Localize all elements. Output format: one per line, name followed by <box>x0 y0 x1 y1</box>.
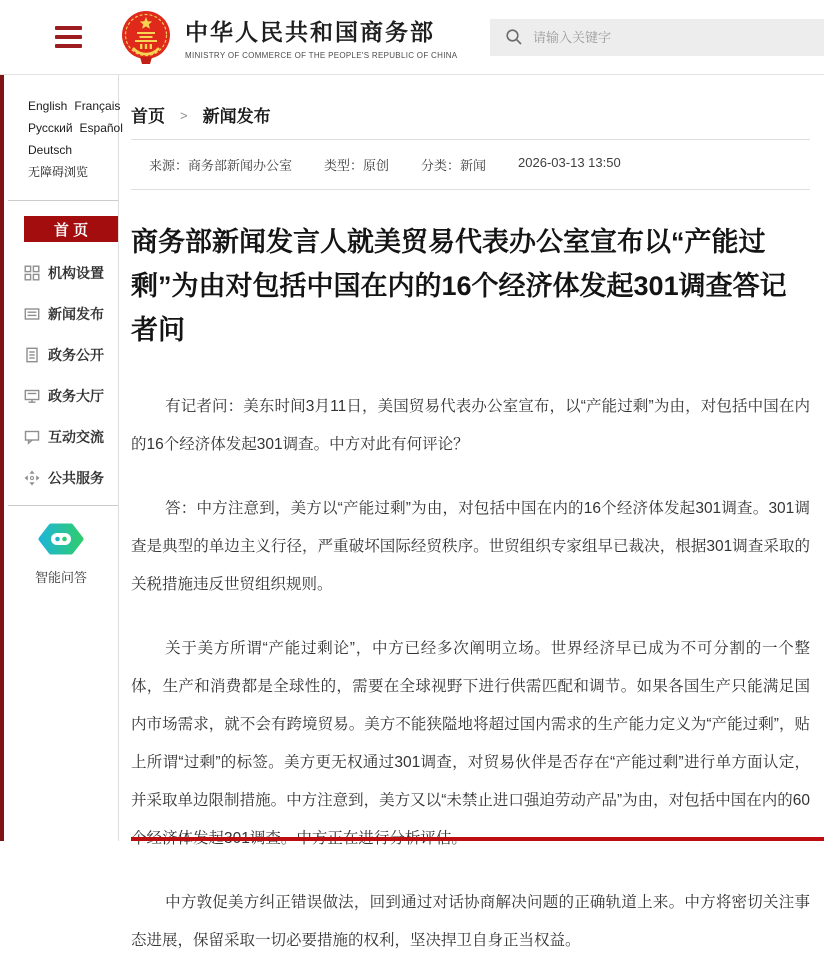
sidebar-divider <box>8 505 118 506</box>
sidebar-item-interaction[interactable] <box>24 427 118 447</box>
meta-type: 类型：原创 <box>324 158 390 173</box>
article-body <box>131 388 810 960</box>
compass-arrows-icon <box>24 470 40 486</box>
sidebar-item-label: 新闻发布 <box>48 306 104 322</box>
sidebar-divider <box>8 200 118 201</box>
lang-francais[interactable]: Français <box>74 99 121 113</box>
document-icon <box>24 347 40 363</box>
divider <box>131 189 810 190</box>
article-paragraph: 答：中方注意到，美方以“产能过剩”为由，对包括中国在内的16个经济体发起301调查。301调查是典型的单边主义行径，严重破坏国际经贸秩序。世贸组织专家组早已裁决，根据301调查采取的关税措施违反世贸组织规则。 <box>131 500 810 593</box>
lang-english[interactable]: English <box>28 99 68 113</box>
accessibility-link[interactable]: 无障碍浏览 <box>28 165 89 179</box>
article-paragraph: 中方敦促美方纠正错误做法，回到通过对话协商解决问题的正确轨道上来。中方将密切关注事态进展，保留采取一切必要措施的权利，坚决捍卫自身正当权益。 <box>131 894 810 949</box>
sidebar-item-home[interactable]: 首 页 <box>24 216 118 242</box>
search-input[interactable] <box>533 30 783 45</box>
robot-icon <box>38 523 84 555</box>
breadcrumb-home[interactable]: 首页 <box>131 107 165 126</box>
breadcrumb <box>131 102 810 127</box>
lang-russian[interactable]: Русский <box>28 121 73 135</box>
article-paragraph: 有记者问：美东时间3月11日，美国贸易代表办公室宣布，以“产能过剩”为由，对包括中国在内的16个经济体发起301调查。中方对此有何评论？ <box>131 398 810 453</box>
content-area <box>119 75 824 949</box>
sidebar-item-label: 政务大厅 <box>48 388 104 404</box>
hamburger-menu-icon[interactable] <box>55 21 82 53</box>
smart-qa-widget[interactable] <box>4 523 118 586</box>
sidebar-item-organization[interactable] <box>24 263 118 283</box>
breadcrumb-section[interactable]: 新闻发布 <box>202 107 271 126</box>
sidebar-item-news[interactable] <box>24 304 118 324</box>
chat-bubble-icon <box>24 429 40 445</box>
sidebar-item-label: 公共服务 <box>48 470 104 486</box>
sidebar-item-gov-disclosure[interactable] <box>24 345 118 365</box>
national-emblem-icon <box>120 8 172 66</box>
sidebar <box>0 75 123 841</box>
sidebar-item-label: 机构设置 <box>48 265 104 281</box>
org-grid-icon <box>24 265 40 281</box>
sidebar-item-label: 互动交流 <box>48 429 104 445</box>
sidebar-item-public-services[interactable] <box>24 468 118 488</box>
article-meta <box>131 140 810 189</box>
meta-source: 来源：商务部新闻办公室 <box>149 158 293 173</box>
article-paragraph: 关于美方所谓“产能过剩论”，中方已经多次阐明立场。世界经济早已成为不可分割的一个整体，生产和消费都是全球性的，需要在全球视野下进行供需匹配和调节。如果各国生产只能满足国内市场需求，就不会有跨境贸易。美方不能狭隘地将超过国内需求的生产能力定义为“产能过剩”，贴上所谓“过剩”的标签。美方更无权通过301调查，对贸易伙伴是否存在“产能过剩”进行单方面认定，并采取单边限制措施。中方注意到，美方又以“未禁止进口强迫劳动产品”为由，对包括中国在内的60 <box>131 640 810 809</box>
monitor-icon <box>24 388 40 404</box>
site-title: 中华人民共和国商务部 <box>185 19 435 45</box>
meta-category: 分类：新闻 <box>421 158 487 173</box>
national-emblem-logo[interactable] <box>120 8 172 66</box>
article-title: 商务部新闻发言人就美贸易代表办公室宣布以“产能过剩”为由对包括中国在内的16个经济体发起301调查答记者问 <box>131 227 787 345</box>
newspaper-icon <box>24 306 40 322</box>
lang-espanol[interactable]: Español <box>79 121 123 135</box>
search-box <box>490 19 824 56</box>
footer-top-bar <box>131 837 824 841</box>
site-header <box>0 0 824 75</box>
breadcrumb-separator: > <box>180 107 188 123</box>
sidebar-item-service-hall[interactable] <box>24 386 118 406</box>
sidebar-item-label: 政务公开 <box>48 347 104 363</box>
lang-deutsch[interactable]: Deutsch <box>28 143 73 157</box>
language-switcher <box>4 75 123 183</box>
site-subtitle: MINISTRY OF COMMERCE OF THE PEOPLE'S REPUBLIC OF CHINA <box>185 51 458 60</box>
smart-qa-label: 智能问答 <box>34 570 87 585</box>
meta-datetime: 2026-03-13 13:50 <box>518 155 621 170</box>
search-icon[interactable] <box>505 28 523 46</box>
